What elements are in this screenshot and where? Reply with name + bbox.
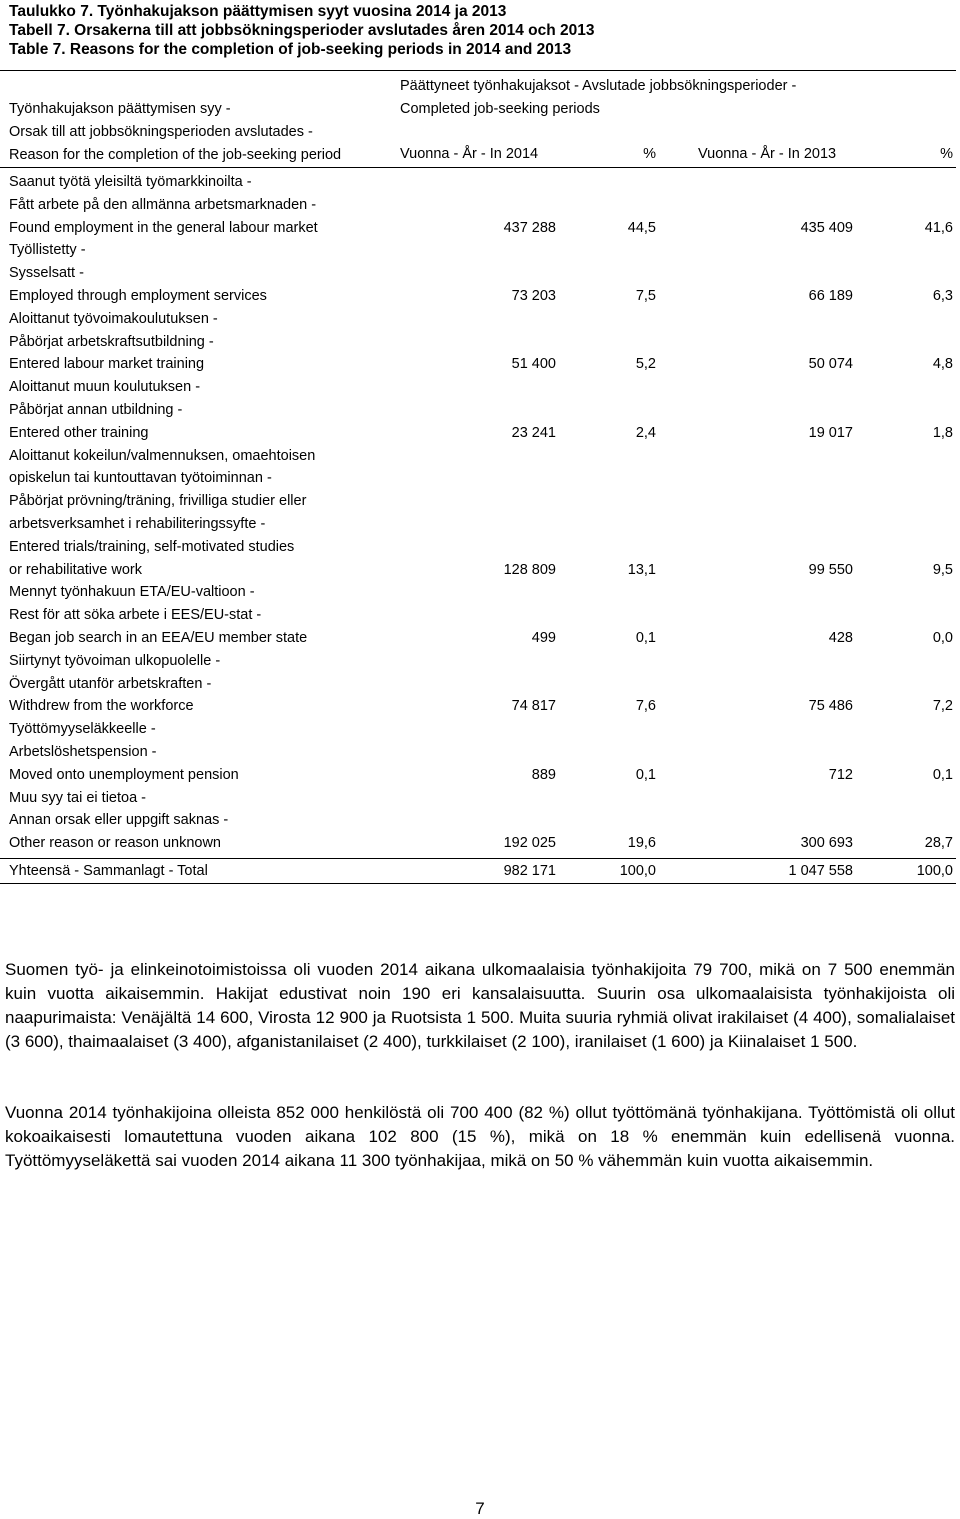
- cell-value-2013: 75 486: [808, 698, 853, 715]
- total-row: [0, 860, 956, 883]
- table-top-rule: [0, 70, 956, 71]
- cell-value-2013: 300 693: [800, 835, 853, 852]
- total-label: Yhteensä - Sammanlagt - Total: [9, 863, 208, 879]
- col-header-2014: Vuonna - År - In 2014: [400, 146, 539, 162]
- row-label-line: or rehabilitative work: [9, 561, 142, 578]
- table-row: [0, 171, 956, 239]
- table-row: [0, 445, 956, 582]
- cell-value-2013: 428: [828, 629, 853, 646]
- col-header-2013: Vuonna - År - In 2013: [698, 146, 837, 162]
- cell-pct-2014: 7,6: [635, 698, 656, 715]
- row-header-line-1: Työnhakujakson päättymisen syy -: [9, 101, 231, 117]
- row-label-line: Työllistetty -: [9, 242, 86, 259]
- row-label-line: Annan orsak eller uppgift saknas -: [9, 812, 229, 829]
- column-group-header: [400, 75, 796, 121]
- table-row: [0, 581, 956, 649]
- row-label: [9, 376, 389, 444]
- cell-pct-2013: 4,8: [932, 356, 953, 373]
- cell-value-2014: 51 400: [511, 356, 556, 373]
- row-label: [9, 650, 389, 718]
- cell-pct-2014: 0,1: [635, 629, 656, 646]
- row-label: [9, 239, 389, 307]
- row-label: [9, 171, 389, 239]
- cell-value-2013: 435 409: [800, 219, 853, 236]
- cell-pct-2013: 7,2: [932, 698, 953, 715]
- cell-value-2013: 19 017: [808, 424, 853, 441]
- total-2014: 982 171: [503, 863, 556, 879]
- cell-pct-2014: 44,5: [627, 219, 656, 236]
- group-header-line-1: Päättyneet työnhakujaksot - Avslutade jobbsökningsperioder -: [400, 78, 797, 94]
- cell-pct-2014: 7,5: [635, 287, 656, 304]
- cell-value-2013: 66 189: [808, 287, 853, 304]
- row-label-line: Aloittanut muun koulutuksen -: [9, 379, 201, 396]
- row-label-line: Withdrew from the workforce: [9, 698, 194, 715]
- row-label-line: Entered other training: [9, 424, 149, 441]
- page-number: 7: [475, 1499, 485, 1518]
- cell-value-2014: 437 288: [503, 219, 556, 236]
- cell-value-2014: 23 241: [511, 424, 556, 441]
- row-label-line: opiskelun tai kuntouttavan työtoiminnan -: [9, 470, 272, 487]
- cell-value-2014: 192 025: [503, 835, 556, 852]
- row-label-line: Muu syy tai ei tietoa -: [9, 789, 146, 806]
- table-row: [0, 787, 956, 855]
- table-bottom-rule: [0, 883, 956, 884]
- total-top-rule: [0, 858, 956, 859]
- cell-pct-2013: 9,5: [932, 561, 953, 578]
- cell-pct-2013: 1,8: [932, 424, 953, 441]
- title-swedish: Tabell 7. Orsakerna till att jobbsökningsperioder avslutades åren 2014 och 2013: [9, 22, 595, 39]
- table-row: [0, 718, 956, 786]
- cell-pct-2013: 28,7: [924, 835, 953, 852]
- total-pct-2014: 100,0: [619, 863, 656, 879]
- table-row: [0, 650, 956, 718]
- paragraph-2: Vuonna 2014 työnhakijoina olleista 852 000 henkilöstä oli 700 400 (82 %) ollut työttömänä työnhakijana. Työttömistä oli ollut kokoaikaisesti lomautettuna vuoden aikana 102 800 (15 %), mikä on 18 % enemmän kuin edellisenä vuonna. Työttömyyseläkettä sai vuoden 2014 aikana 11 300 työnhakijaa, mikä on 50 % vähemmän kuin vuotta aikaisemmin.: [5, 1103, 955, 1170]
- cell-pct-2014: 0,1: [635, 766, 656, 783]
- row-header-line-2: Orsak till att jobbsökningsperioden avslutades -: [9, 124, 313, 140]
- row-label-line: Aloittanut työvoimakoulutuksen -: [9, 310, 218, 327]
- row-label-line: Sysselsatt -: [9, 265, 84, 282]
- total-2013: 1 047 558: [788, 863, 853, 879]
- row-label-line: arbetsverksamhet i rehabiliteringssyfte -: [9, 515, 266, 532]
- row-label-line: Påbörjat annan utbildning -: [9, 401, 183, 418]
- row-label-line: Rest för att söka arbete i EES/EU-stat -: [9, 607, 262, 624]
- row-label-line: Entered labour market training: [9, 356, 205, 373]
- cell-pct-2014: 13,1: [627, 561, 656, 578]
- cell-pct-2013: 6,3: [932, 287, 953, 304]
- row-label-line: Aloittanut kokeilun/valmennuksen, omaehtoisen: [9, 447, 316, 464]
- header-bottom-rule: [0, 167, 956, 168]
- cell-value-2013: 99 550: [808, 561, 853, 578]
- column-headers: [0, 143, 956, 166]
- row-label-line: Found employment in the general labour market: [9, 219, 318, 236]
- cell-value-2014: 499: [531, 629, 556, 646]
- group-header-line-2: Completed job-seeking periods: [400, 101, 600, 117]
- row-label: [9, 308, 389, 376]
- row-label-line: Arbetslöshetspension -: [9, 743, 157, 760]
- table-row: [0, 308, 956, 376]
- total-pct-2013: 100,0: [916, 863, 953, 879]
- cell-value-2014: 889: [531, 766, 556, 783]
- title-finnish: Taulukko 7. Työnhakujakson päättymisen syyt vuosina 2014 ja 2013: [9, 3, 507, 20]
- row-label-line: Fått arbete på den allmänna arbetsmarknaden -: [9, 196, 317, 213]
- row-label-line: Mennyt työnhakuun ETA/EU-valtioon -: [9, 584, 255, 601]
- row-label-line: Moved onto unemployment pension: [9, 766, 239, 783]
- cell-value-2014: 74 817: [511, 698, 556, 715]
- cell-pct-2013: 0,0: [932, 629, 953, 646]
- cell-value-2014: 128 809: [503, 561, 556, 578]
- row-label-line: Entered trials/training, self-motivated studies: [9, 538, 295, 555]
- paragraph-1: Suomen työ- ja elinkeinotoimistoissa oli vuoden 2014 aikana ulkomaalaisia työnhakijoita 79 700, mikä on 7 500 enemmän kuin vuotta aikaisemmin. Hakijat edustivat noin 190 eri kansalaisuutta. Suurin osa ulkomaalaisista työnhakijoista oli naapurimaista: Venäjältä 14 600, Virosta 12 900 ja Ruotsista 1 500. Muita suuria ryhmiä olivat irakilaiset (4 400), somalialaiset (3 600), thaimaalaiset (3 400), afganistanilaiset (2 400), turkkilaiset (2 100), iranilaiset (1 600) ja Kiinalaiset 1 500.: [5, 960, 955, 1051]
- row-label-line: Påbörjat prövning/träning, frivilliga studier eller: [9, 493, 307, 510]
- cell-pct-2013: 41,6: [924, 219, 953, 236]
- row-label: [9, 718, 389, 786]
- cell-pct-2014: 19,6: [627, 835, 656, 852]
- row-label-line: Began job search in an EEA/EU member state: [9, 629, 308, 646]
- col-header-pct-2014: %: [643, 146, 656, 162]
- cell-pct-2014: 5,2: [635, 356, 656, 373]
- row-label: [9, 445, 389, 582]
- row-label-line: Other reason or reason unknown: [9, 835, 221, 852]
- row-label-line: Övergått utanför arbetskraften -: [9, 675, 212, 692]
- table-titles: [9, 2, 595, 59]
- cell-value-2014: 73 203: [511, 287, 556, 304]
- row-label-line: Työttömyyseläkkeelle -: [9, 721, 156, 738]
- cell-pct-2013: 0,1: [932, 766, 953, 783]
- title-english: Table 7. Reasons for the completion of job-seeking periods in 2014 and 2013: [9, 41, 572, 58]
- row-label-line: Saanut työtä yleisiltä työmarkkinoilta -: [9, 174, 252, 190]
- cell-value-2013: 50 074: [808, 356, 853, 373]
- table-row: [0, 239, 956, 307]
- row-label-line: Påbörjat arbetskraftsutbildning -: [9, 333, 214, 350]
- row-label: [9, 787, 389, 855]
- table-row: [0, 376, 956, 444]
- cell-pct-2014: 2,4: [635, 424, 656, 441]
- row-label-line: Employed through employment services: [9, 287, 267, 304]
- row-header-line-3: Reason for the completion of the job-seeking period: [9, 147, 342, 163]
- cell-value-2013: 712: [828, 766, 853, 783]
- row-label-line: Siirtynyt työvoiman ulkopuolelle -: [9, 652, 221, 669]
- row-label: [9, 581, 389, 649]
- col-header-pct-2013: %: [940, 146, 953, 162]
